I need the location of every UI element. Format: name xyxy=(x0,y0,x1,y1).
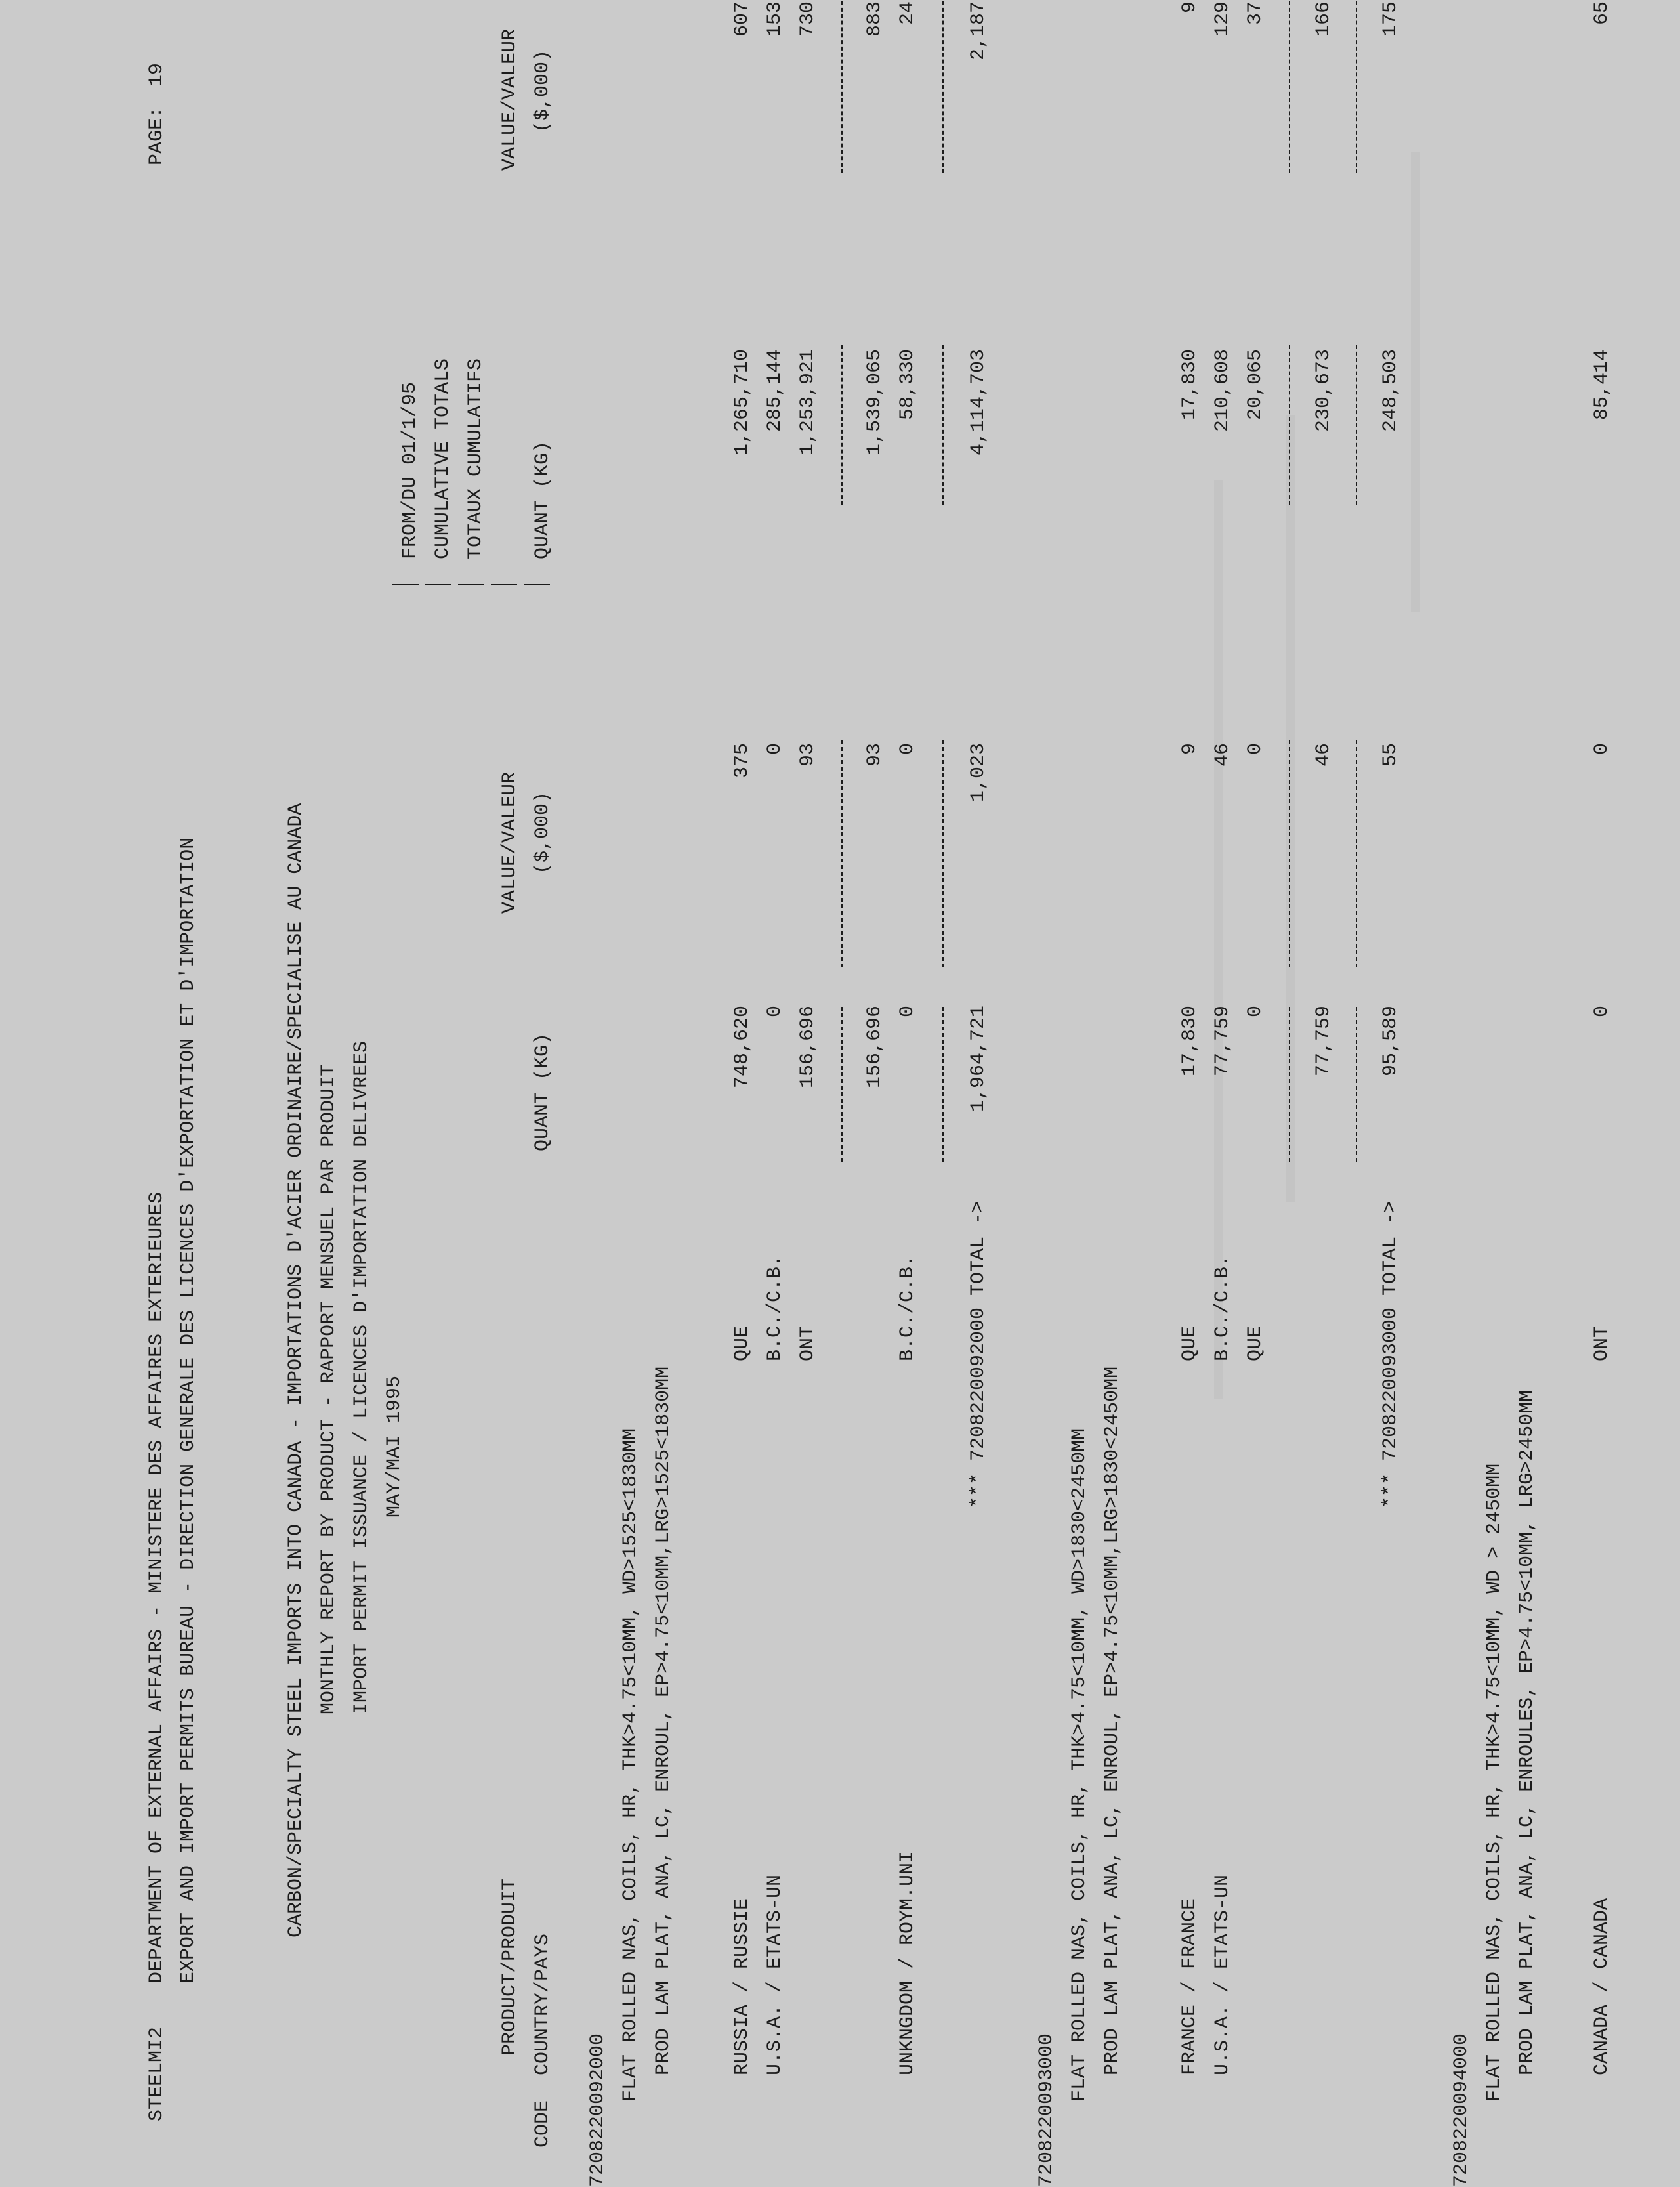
cum-quantity-cell: 17,830 xyxy=(1179,349,1201,421)
report-subtitle: MONTHLY REPORT BY PRODUCT - RAPPORT MENSUEL PAR PRODUIT xyxy=(318,1064,340,1714)
column-header-code: CODE xyxy=(532,2100,554,2148)
report-title: CARBON/SPECIALTY STEEL IMPORTS INTO CANADA - IMPORTATIONS D'ACIER ORDINAIRE/SPECIALISE AU CANADA xyxy=(285,803,307,1938)
total-value: 55 xyxy=(1379,743,1402,767)
cum-quantity-cell: 285,144 xyxy=(764,349,786,433)
total-label: *** 7208220092000 TOTAL -> xyxy=(967,1200,990,1508)
subtotal-rule xyxy=(841,1007,843,1162)
cumulative-from-date: FROM/DU 01/1/95 xyxy=(399,381,421,559)
quantity-cell: 17,830 xyxy=(1179,1006,1201,1077)
cum-quantity-cell: 1,253,921 xyxy=(797,349,819,456)
bureau-line: EXPORT AND IMPORT PERMITS BUREAU - DIRECTION GENERALE DES LICENCES D'EXPORTATION ET D'IMPORTATION xyxy=(177,837,200,1984)
value-cell: 0 xyxy=(1244,743,1267,755)
subtotal-rule xyxy=(1289,740,1290,967)
cum-quantity-cell: 210,608 xyxy=(1211,349,1234,433)
cum-value-cell: 65 xyxy=(1591,1,1613,26)
country-cell: FRANCE / FRANCE xyxy=(1179,1898,1201,2075)
cum-value-cell: 166 xyxy=(1312,1,1335,37)
cum-value-cell: 24 xyxy=(896,1,919,26)
total-rule xyxy=(942,740,944,967)
product-description: FLAT ROLLED NAS, COILS, HR, THK>4.75<10MM, WD>1525<1830MM xyxy=(620,1428,642,2102)
product-description: FLAT ROLLED NAS, COILS, HR, THK>4.75<10MM, WD > 2450MM xyxy=(1483,1463,1505,2102)
subtotal-rule xyxy=(841,740,843,967)
product-description: FLAT ROLLED NAS, COILS, HR, THK>4.75<10MM, WD>1830<2450MM xyxy=(1068,1428,1091,2102)
total-cum-quantity: 248,503 xyxy=(1379,349,1402,433)
product-description-fr: PROD LAM PLAT, ANA, LC, ENROULES, EP>4.75<10MM, LRG>2450MM xyxy=(1516,1390,1538,2075)
column-header-value-unit: ($,000) xyxy=(532,791,554,874)
bleed-through-mark xyxy=(1411,152,1420,612)
product-code: 7208220093000 xyxy=(1036,2033,1058,2187)
value-cell: 93 xyxy=(797,743,819,767)
province-cell: QUE xyxy=(1244,1325,1267,1361)
column-separator xyxy=(425,584,452,585)
total-quantity: 1,964,721 xyxy=(967,1006,990,1113)
value-cell: 0 xyxy=(896,743,919,755)
total-cum-value: 175 xyxy=(1379,1,1402,37)
quantity-cell: 0 xyxy=(1244,1006,1267,1018)
column-header-product: PRODUCT/PRODUIT xyxy=(499,1878,521,2056)
country-cell: U.S.A. / ETATS-UN xyxy=(1211,1874,1234,2075)
province-cell: ONT xyxy=(797,1325,819,1361)
value-cell: 9 xyxy=(1179,743,1201,755)
report-subtitle-2: IMPORT PERMIT ISSUANCE / LICENCES D'IMPORTATION DELIVREES xyxy=(350,1040,373,1714)
quantity-cell: 77,759 xyxy=(1211,1006,1234,1077)
value-cell: 93 xyxy=(864,743,886,767)
subtotal-rule xyxy=(1289,1007,1290,1162)
cum-quantity-cell: 230,673 xyxy=(1312,349,1335,433)
column-header-country: COUNTRY/PAYS xyxy=(532,1933,554,2075)
column-separator xyxy=(491,584,517,585)
cumulative-totals-label: CUMULATIVE TOTALS xyxy=(432,358,454,559)
total-rule xyxy=(942,345,944,505)
cum-quantity-cell: 1,539,065 xyxy=(864,349,886,456)
column-header-cum-value: VALUE/VALEUR xyxy=(499,28,521,171)
province-cell: QUE xyxy=(1179,1325,1201,1361)
quantity-cell: 748,620 xyxy=(731,1006,753,1089)
country-cell: CANADA / CANADA xyxy=(1591,1898,1613,2075)
country-cell: RUSSIA / RUSSIE xyxy=(731,1898,753,2075)
quantity-cell: 0 xyxy=(764,1006,786,1018)
total-rule xyxy=(942,1,944,173)
subtotal-rule xyxy=(841,1,843,173)
cum-quantity-cell: 1,265,710 xyxy=(731,349,753,456)
column-separator xyxy=(524,584,550,585)
column-separator xyxy=(458,584,484,585)
province-cell: ONT xyxy=(1591,1325,1613,1361)
quantity-cell: 156,696 xyxy=(797,1006,819,1089)
column-header-cum-quant: QUANT (KG) xyxy=(532,440,554,559)
cumulative-totals-label-fr: TOTAUX CUMULATIFS xyxy=(465,358,487,559)
province-cell: B.C./C.B. xyxy=(896,1254,919,1361)
product-description-fr: PROD LAM PLAT, ANA, LC, ENROUL, EP>4.75<10MM,LRG>1830<2450MM xyxy=(1101,1366,1124,2075)
subtotal-rule xyxy=(1289,1,1290,173)
quantity-cell: 156,696 xyxy=(864,1006,886,1089)
page-number: 19 xyxy=(146,62,168,87)
value-cell: 0 xyxy=(1591,743,1613,755)
total-cum-quantity: 4,114,703 xyxy=(967,349,990,456)
total-rule xyxy=(1356,345,1357,505)
product-description-fr: PROD LAM PLAT, ANA, LC, ENROUL, EP>4.75<10MM,LRG>1525<1830MM xyxy=(652,1366,675,2075)
report-id: STEELMI2 xyxy=(146,2026,168,2121)
cum-value-cell: 607 xyxy=(731,1,753,37)
cum-value-cell: 730 xyxy=(797,1,819,37)
province-cell: B.C./C.B. xyxy=(1211,1254,1234,1361)
total-label: *** 7208220093000 TOTAL -> xyxy=(1379,1200,1402,1508)
cum-value-cell: 9 xyxy=(1179,1,1201,14)
cum-value-cell: 37 xyxy=(1244,1,1267,26)
total-value: 1,023 xyxy=(967,743,990,803)
cum-value-cell: 883 xyxy=(864,1,886,37)
subtotal-rule xyxy=(1289,345,1290,505)
column-header-value: VALUE/VALEUR xyxy=(499,771,521,914)
column-separator xyxy=(392,584,419,585)
cum-quantity-cell: 85,414 xyxy=(1591,349,1613,421)
total-quantity: 95,589 xyxy=(1379,1006,1402,1077)
quantity-cell: 0 xyxy=(1591,1006,1613,1018)
cum-value-cell: 153 xyxy=(764,1,786,37)
cum-quantity-cell: 58,330 xyxy=(896,349,919,421)
report-period: MAY/MAI 1995 xyxy=(383,1375,406,1518)
total-rule xyxy=(1356,1007,1357,1162)
column-header-quant: QUANT (KG) xyxy=(532,1032,554,1151)
column-header-cum-value-unit: ($,000) xyxy=(532,49,554,133)
quantity-cell: 0 xyxy=(896,1006,919,1018)
value-cell: 46 xyxy=(1211,743,1234,767)
total-rule xyxy=(1356,1,1357,173)
total-cum-value: 2,187 xyxy=(967,1,990,61)
cum-value-cell: 129 xyxy=(1211,1,1234,37)
value-cell: 375 xyxy=(731,743,753,779)
page-label: PAGE: xyxy=(146,106,168,165)
product-code: 7208220092000 xyxy=(587,2033,609,2187)
value-cell: 46 xyxy=(1312,743,1335,767)
cum-quantity-cell: 20,065 xyxy=(1244,349,1267,421)
country-cell: U.S.A. / ETATS-UN xyxy=(764,1874,786,2075)
quantity-cell: 77,759 xyxy=(1312,1006,1335,1077)
subtotal-rule xyxy=(841,345,843,505)
department-line: DEPARTMENT OF EXTERNAL AFFAIRS - MINISTERE DES AFFAIRES EXTERIEURES xyxy=(146,1191,168,1984)
province-cell: B.C./C.B. xyxy=(764,1254,786,1361)
product-code: 7208220094000 xyxy=(1450,2033,1473,2187)
bleed-through-mark xyxy=(1286,415,1295,1202)
total-rule xyxy=(942,1007,944,1162)
total-rule xyxy=(1356,740,1357,967)
country-cell: UNKNGDOM / ROYM.UNI xyxy=(896,1850,919,2075)
province-cell: QUE xyxy=(731,1325,753,1361)
value-cell: 0 xyxy=(764,743,786,755)
